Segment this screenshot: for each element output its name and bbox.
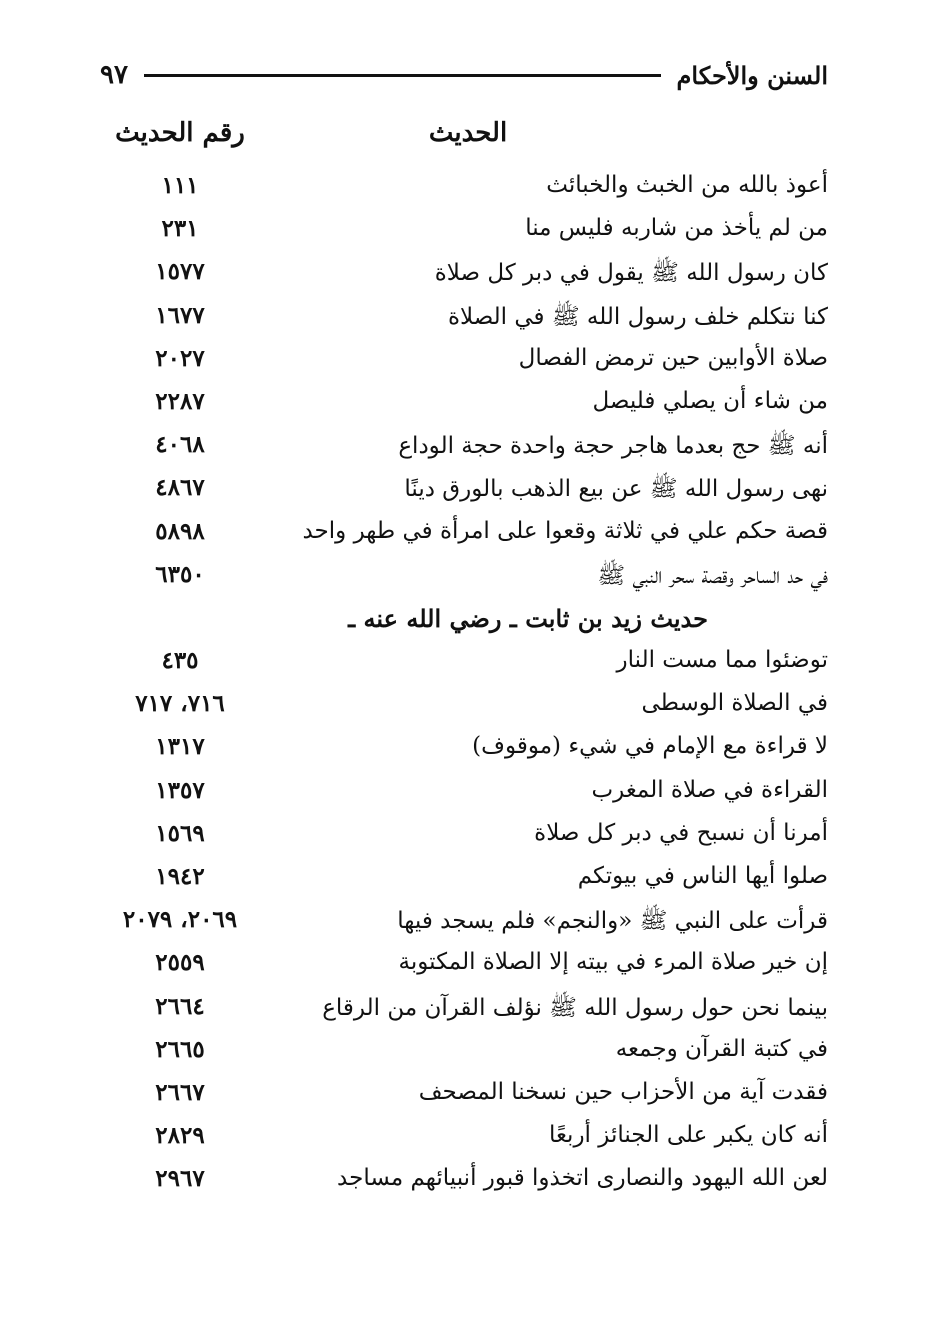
hadith-number: ٢٥٥٩ — [155, 949, 205, 977]
hadith-text: من شاء أن يصلي فليصل — [592, 387, 828, 414]
list-item — [90, 557, 828, 600]
list-item — [90, 1032, 828, 1075]
hadith-text: أعوذ بالله من الخبث والخبائث — [546, 172, 828, 198]
list-item — [90, 902, 828, 945]
hadith-text: لا قراءة مع الإمام في شيء (موقوف) — [472, 733, 828, 760]
hadith-text: أمرنا أن نسبح في دبر كل صلاة — [534, 819, 828, 846]
list-item — [90, 859, 828, 902]
list-item — [90, 1161, 828, 1204]
running-header — [100, 58, 828, 92]
hadith-number: ١٣٥٧ — [155, 776, 205, 804]
hadith-text: نهى رسول الله ﷺ عن بيع الذهب بالورق دينًا — [404, 476, 828, 503]
hadith-text: كان رسول الله ﷺ يقول في دبر كل صلاة — [434, 260, 828, 287]
section-heading-text: حديث زيد بن ثابت ـ رضي الله عنه ـ — [348, 603, 708, 633]
list-item — [90, 298, 828, 341]
hadith-text: قصة حكم علي في ثلاثة وقعوا على امرأة في طهر واحد — [302, 517, 828, 544]
hadith-text: من لم يأخذ من شاربه فليس منا — [525, 215, 828, 242]
hadith-number: ١٦٧٧ — [155, 301, 205, 329]
list-item — [90, 1118, 828, 1161]
hadith-text: صلاة الأوابين حين ترمض الفصال — [518, 344, 828, 371]
hadith-text: في الصلاة الوسطى — [641, 690, 828, 717]
hadith-number: ٦٣٥٠ — [155, 560, 205, 588]
list-item — [90, 989, 828, 1032]
hadith-text: لعن الله اليهود والنصارى اتخذوا قبور أنبيائهم مساجد — [337, 1165, 828, 1192]
hadith-text: في حد الساحر وقصة سحر النبي ﷺ — [597, 562, 828, 589]
list-item — [90, 643, 828, 686]
column-header-number: رقم الحديث — [115, 118, 245, 148]
hadith-text: فقدت آية من الأحزاب حين نسخنا المصحف — [418, 1078, 828, 1105]
list-item — [90, 254, 828, 297]
hadith-number: ٢٦٦٧ — [155, 1078, 205, 1106]
list-item — [90, 945, 828, 988]
hadith-number: ٢٠٦٩، ٢٠٧٩ — [122, 906, 238, 934]
hadith-number: ٢٦٦٥ — [155, 1035, 205, 1063]
hadith-number: ١٣١٧ — [155, 733, 205, 761]
list-item — [90, 514, 828, 557]
hadith-number: ٧١٦، ٧١٧ — [135, 690, 225, 718]
hadith-number: ٥٨٩٨ — [155, 517, 205, 545]
hadith-number: ٢٣١ — [161, 215, 199, 243]
list-item — [90, 816, 828, 859]
list-item — [90, 686, 828, 729]
hadith-number: ٤٠٦٨ — [155, 431, 205, 459]
hadith-text: أنه كان يكبر على الجنائز أربعًا — [548, 1122, 828, 1149]
list-item — [90, 470, 828, 513]
list-item — [90, 773, 828, 816]
hadith-text: بينما نحن حول رسول الله ﷺ نؤلف القرآن من الرقاع — [322, 994, 828, 1021]
hadith-text: توضئوا مما مست النار — [616, 647, 828, 674]
list-item — [90, 384, 828, 427]
hadith-text: القراءة في صلاة المغرب — [591, 776, 828, 803]
list-item — [90, 211, 828, 254]
column-headers — [100, 118, 828, 158]
hadith-index-list — [90, 168, 828, 1205]
running-title: السنن والأحكام — [676, 60, 828, 90]
hadith-number: ٢٩٦٧ — [155, 1165, 205, 1193]
page-number: ٩٧ — [100, 60, 128, 90]
hadith-number: ٤٣٥ — [161, 647, 199, 675]
list-item — [90, 1075, 828, 1118]
header-rule — [144, 74, 661, 77]
hadith-number: ٢٦٦٤ — [155, 992, 205, 1020]
hadith-number: ١١١ — [161, 172, 199, 199]
hadith-number: ١٩٤٢ — [155, 863, 205, 890]
hadith-text: إن خير صلاة المرء في بيته إلا الصلاة المكتوبة — [398, 949, 828, 976]
hadith-text: كنا نتكلم خلف رسول الله ﷺ في الصلاة — [447, 303, 828, 330]
list-item — [90, 427, 828, 470]
hadith-number: ٢٠٢٧ — [155, 344, 205, 372]
hadith-number: ٤٨٦٧ — [155, 474, 205, 502]
hadith-number: ٢٨٢٩ — [155, 1122, 205, 1150]
hadith-number: ٢٢٨٧ — [155, 387, 205, 415]
hadith-text: قرأت على النبي ﷺ «والنجم» فلم يسجد فيها — [397, 908, 828, 935]
hadith-text: أنه ﷺ حج بعدما هاجر حجة واحدة حجة الوداع — [398, 433, 828, 460]
list-item — [90, 341, 828, 384]
column-header-hadith: الحديث — [428, 118, 508, 148]
list-item — [90, 729, 828, 772]
list-item — [90, 168, 828, 211]
hadith-text: صلوا أيها الناس في بيوتكم — [577, 863, 828, 889]
hadith-number: ١٥٧٧ — [155, 258, 205, 286]
section-heading — [90, 600, 828, 643]
hadith-number: ١٥٦٩ — [155, 819, 205, 847]
hadith-text: في كتبة القرآن وجمعه — [615, 1035, 828, 1062]
